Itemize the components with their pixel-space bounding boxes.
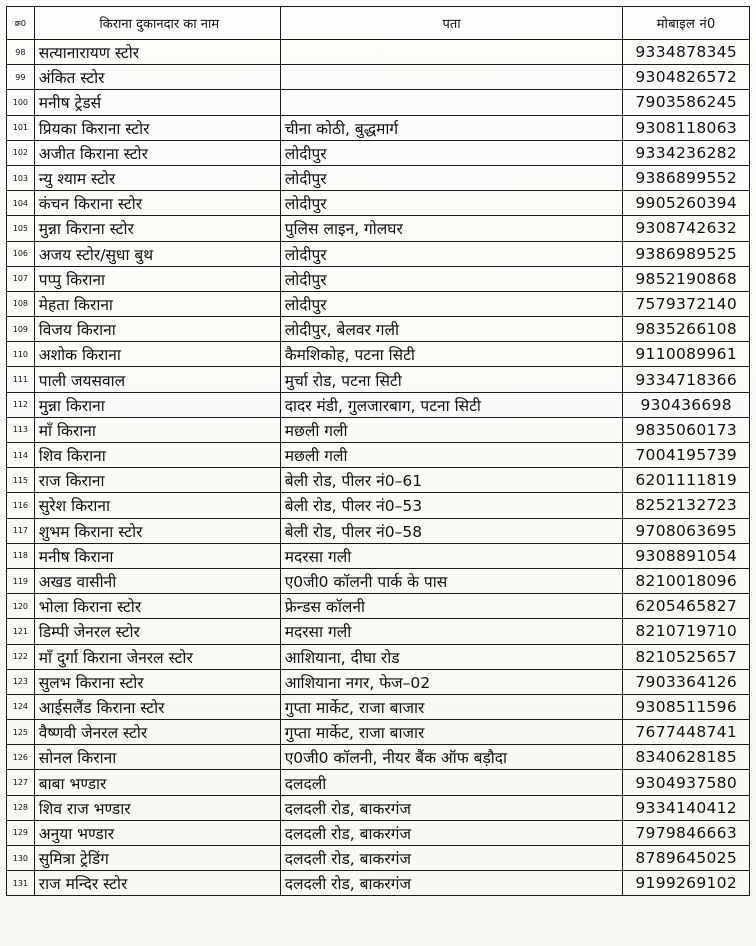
row-shop-name: मेहता किराना — [34, 291, 280, 316]
header-sno: क्र0 — [7, 7, 35, 40]
table-row — [7, 846, 750, 871]
table-row — [7, 140, 750, 165]
row-sno: 119 — [7, 568, 35, 593]
row-sno: 109 — [7, 317, 35, 342]
row-address: लोदीपुर — [280, 191, 623, 216]
row-mobile: 9386989525 — [623, 241, 750, 266]
row-shop-name: माँ किराना — [34, 417, 280, 442]
row-mobile: 9852190868 — [623, 266, 750, 291]
row-shop-name: सोनल किराना — [34, 745, 280, 770]
table-row — [7, 720, 750, 745]
row-mobile: 9835266108 — [623, 317, 750, 342]
row-address: लोदीपुर — [280, 165, 623, 190]
table-row — [7, 417, 750, 442]
row-shop-name: अजय स्टोर/सुधा बुथ — [34, 241, 280, 266]
row-sno: 124 — [7, 694, 35, 719]
row-sno: 106 — [7, 241, 35, 266]
row-address: ए0जी0 कॉलनी पार्क के पास — [280, 568, 623, 593]
row-sno: 105 — [7, 216, 35, 241]
table-row — [7, 543, 750, 568]
row-address: दादर मंडी, गुलजारबाग, पटना सिटी — [280, 392, 623, 417]
row-mobile: 9905260394 — [623, 191, 750, 216]
row-shop-name: सुलभ किराना स्टोर — [34, 669, 280, 694]
row-mobile: 8210719710 — [623, 619, 750, 644]
row-shop-name: मुन्ना किराना — [34, 392, 280, 417]
row-mobile: 7979846663 — [623, 820, 750, 845]
row-sno: 116 — [7, 493, 35, 518]
row-address: दलदली रोड, बाकरगंज — [280, 820, 623, 845]
header-name: किराना दुकानदार का नाम — [34, 7, 280, 40]
table-row — [7, 367, 750, 392]
row-mobile: 9308118063 — [623, 115, 750, 140]
table-row — [7, 770, 750, 795]
row-mobile: 9708063695 — [623, 518, 750, 543]
row-sno: 103 — [7, 165, 35, 190]
row-shop-name: सुमित्रा ट्रेडिंग — [34, 846, 280, 871]
row-address: चीना कोठी, बुद्धमार्ग — [280, 115, 623, 140]
row-shop-name: बाबा भण्डार — [34, 770, 280, 795]
table-row — [7, 191, 750, 216]
row-address: लोदीपुर — [280, 291, 623, 316]
table-row — [7, 266, 750, 291]
row-address: दलदली रोड, बाकरगंज — [280, 871, 623, 896]
row-mobile: 9334718366 — [623, 367, 750, 392]
header-address: पता — [280, 7, 623, 40]
row-sno: 121 — [7, 619, 35, 644]
table-row — [7, 493, 750, 518]
row-mobile: 9308742632 — [623, 216, 750, 241]
row-sno: 102 — [7, 140, 35, 165]
row-shop-name: राज किराना — [34, 468, 280, 493]
row-shop-name: अनुया भण्डार — [34, 820, 280, 845]
row-mobile: 8210018096 — [623, 568, 750, 593]
table-row — [7, 518, 750, 543]
table-row — [7, 291, 750, 316]
row-address: आशियाना नगर, फेज–02 — [280, 669, 623, 694]
table-row — [7, 443, 750, 468]
table-row — [7, 216, 750, 241]
row-address: दलदली — [280, 770, 623, 795]
row-sno: 118 — [7, 543, 35, 568]
row-sno: 131 — [7, 871, 35, 896]
row-mobile: 930436698 — [623, 392, 750, 417]
table-row — [7, 644, 750, 669]
row-mobile: 9334236282 — [623, 140, 750, 165]
table-row — [7, 65, 750, 90]
row-address — [280, 65, 623, 90]
row-address: मछली गली — [280, 443, 623, 468]
row-sno: 120 — [7, 594, 35, 619]
row-address: लोदीपुर — [280, 140, 623, 165]
row-address: पुलिस लाइन, गोलघर — [280, 216, 623, 241]
row-address: लोदीपुर, बेलवर गली — [280, 317, 623, 342]
row-sno: 123 — [7, 669, 35, 694]
table-row — [7, 90, 750, 115]
row-shop-name: आईसलैंड किराना स्टोर — [34, 694, 280, 719]
row-sno: 128 — [7, 795, 35, 820]
row-shop-name: अंकित स्टोर — [34, 65, 280, 90]
row-sno: 129 — [7, 820, 35, 845]
table-row — [7, 568, 750, 593]
row-mobile: 9308511596 — [623, 694, 750, 719]
row-shop-name: शिव राज भण्डार — [34, 795, 280, 820]
row-mobile: 8210525657 — [623, 644, 750, 669]
row-shop-name: वैष्णवी जेनरल स्टोर — [34, 720, 280, 745]
row-mobile: 7903364126 — [623, 669, 750, 694]
row-shop-name: अशोक किराना — [34, 342, 280, 367]
row-mobile: 9199269102 — [623, 871, 750, 896]
row-sno: 112 — [7, 392, 35, 417]
row-sno: 111 — [7, 367, 35, 392]
row-address: बेली रोड, पीलर नं0–58 — [280, 518, 623, 543]
row-address: मुर्चा रोड, पटना सिटी — [280, 367, 623, 392]
row-shop-name: कंचन किराना स्टोर — [34, 191, 280, 216]
row-sno: 108 — [7, 291, 35, 316]
row-address: मछली गली — [280, 417, 623, 442]
row-address: गुप्ता मार्केट, राजा बाजार — [280, 694, 623, 719]
row-address: आशियाना, दीघा रोड — [280, 644, 623, 669]
header-mobile: मोबाइल नं0 — [623, 7, 750, 40]
table-row — [7, 165, 750, 190]
row-sno: 99 — [7, 65, 35, 90]
row-sno: 104 — [7, 191, 35, 216]
row-mobile: 9386899552 — [623, 165, 750, 190]
table-row — [7, 392, 750, 417]
row-shop-name: शुभम किराना स्टोर — [34, 518, 280, 543]
row-sno: 110 — [7, 342, 35, 367]
table-row — [7, 795, 750, 820]
row-address — [280, 90, 623, 115]
row-mobile: 8789645025 — [623, 846, 750, 871]
row-sno: 125 — [7, 720, 35, 745]
row-sno: 101 — [7, 115, 35, 140]
row-address: बेली रोड, पीलर नं0–53 — [280, 493, 623, 518]
row-shop-name: माँ दुर्गा किराना जेनरल स्टोर — [34, 644, 280, 669]
row-sno: 100 — [7, 90, 35, 115]
row-mobile: 9334878345 — [623, 40, 750, 65]
row-sno: 126 — [7, 745, 35, 770]
row-shop-name: मुन्ना किराना स्टोर — [34, 216, 280, 241]
row-shop-name: सत्यानारायण स्टोर — [34, 40, 280, 65]
table-row — [7, 669, 750, 694]
table-body — [7, 40, 750, 896]
row-sno: 115 — [7, 468, 35, 493]
row-address: दलदली रोड, बाकरगंज — [280, 795, 623, 820]
table-row — [7, 40, 750, 65]
row-sno: 122 — [7, 644, 35, 669]
row-shop-name: मनीष ट्रेडर्स — [34, 90, 280, 115]
table-row — [7, 594, 750, 619]
row-mobile: 7579372140 — [623, 291, 750, 316]
table-row — [7, 619, 750, 644]
row-mobile: 6205465827 — [623, 594, 750, 619]
row-sno: 113 — [7, 417, 35, 442]
row-shop-name: पप्पु किराना — [34, 266, 280, 291]
row-address: फ्रेन्डस कॉलनी — [280, 594, 623, 619]
row-shop-name: विजय किराना — [34, 317, 280, 342]
row-address — [280, 40, 623, 65]
row-sno: 114 — [7, 443, 35, 468]
table-row — [7, 241, 750, 266]
row-shop-name: मनीष किराना — [34, 543, 280, 568]
row-shop-name: सुरेश किराना — [34, 493, 280, 518]
row-sno: 130 — [7, 846, 35, 871]
row-address: मदरसा गली — [280, 619, 623, 644]
row-shop-name: राज मन्दिर स्टोर — [34, 871, 280, 896]
table-row — [7, 745, 750, 770]
row-sno: 117 — [7, 518, 35, 543]
row-address: कैमशिकोह, पटना सिटी — [280, 342, 623, 367]
row-shop-name: अखड वासीनी — [34, 568, 280, 593]
row-shop-name: प्रियका किराना स्टोर — [34, 115, 280, 140]
shopkeeper-table — [6, 6, 750, 896]
row-mobile: 7677448741 — [623, 720, 750, 745]
row-mobile: 9334140412 — [623, 795, 750, 820]
table-row — [7, 468, 750, 493]
row-mobile: 7004195739 — [623, 443, 750, 468]
row-mobile: 9304937580 — [623, 770, 750, 795]
table-row — [7, 871, 750, 896]
table-row — [7, 317, 750, 342]
row-mobile: 9835060173 — [623, 417, 750, 442]
table-row — [7, 820, 750, 845]
row-mobile: 6201111819 — [623, 468, 750, 493]
row-shop-name: भोला किराना स्टोर — [34, 594, 280, 619]
row-shop-name: न्यु श्याम स्टोर — [34, 165, 280, 190]
table-row — [7, 342, 750, 367]
row-address: मदरसा गली — [280, 543, 623, 568]
row-address: गुप्ता मार्केट, राजा बाजार — [280, 720, 623, 745]
row-mobile: 9304826572 — [623, 65, 750, 90]
row-mobile: 8252132723 — [623, 493, 750, 518]
row-shop-name: डिम्पी जेनरल स्टोर — [34, 619, 280, 644]
row-address: बेली रोड, पीलर नं0–61 — [280, 468, 623, 493]
row-shop-name: शिव किराना — [34, 443, 280, 468]
row-address: ए0जी0 कॉलनी, नीयर बैंक ऑफ बड़ौदा — [280, 745, 623, 770]
row-address: दलदली रोड, बाकरगंज — [280, 846, 623, 871]
row-address: लोदीपुर — [280, 241, 623, 266]
row-shop-name: अजीत किराना स्टोर — [34, 140, 280, 165]
row-mobile: 7903586245 — [623, 90, 750, 115]
row-mobile: 9308891054 — [623, 543, 750, 568]
row-sno: 127 — [7, 770, 35, 795]
row-shop-name: पाली जयसवाल — [34, 367, 280, 392]
row-mobile: 9110089961 — [623, 342, 750, 367]
table-row — [7, 115, 750, 140]
row-sno: 107 — [7, 266, 35, 291]
table-header-row — [7, 7, 750, 40]
row-address: लोदीपुर — [280, 266, 623, 291]
row-sno: 98 — [7, 40, 35, 65]
row-mobile: 8340628185 — [623, 745, 750, 770]
table-row — [7, 694, 750, 719]
